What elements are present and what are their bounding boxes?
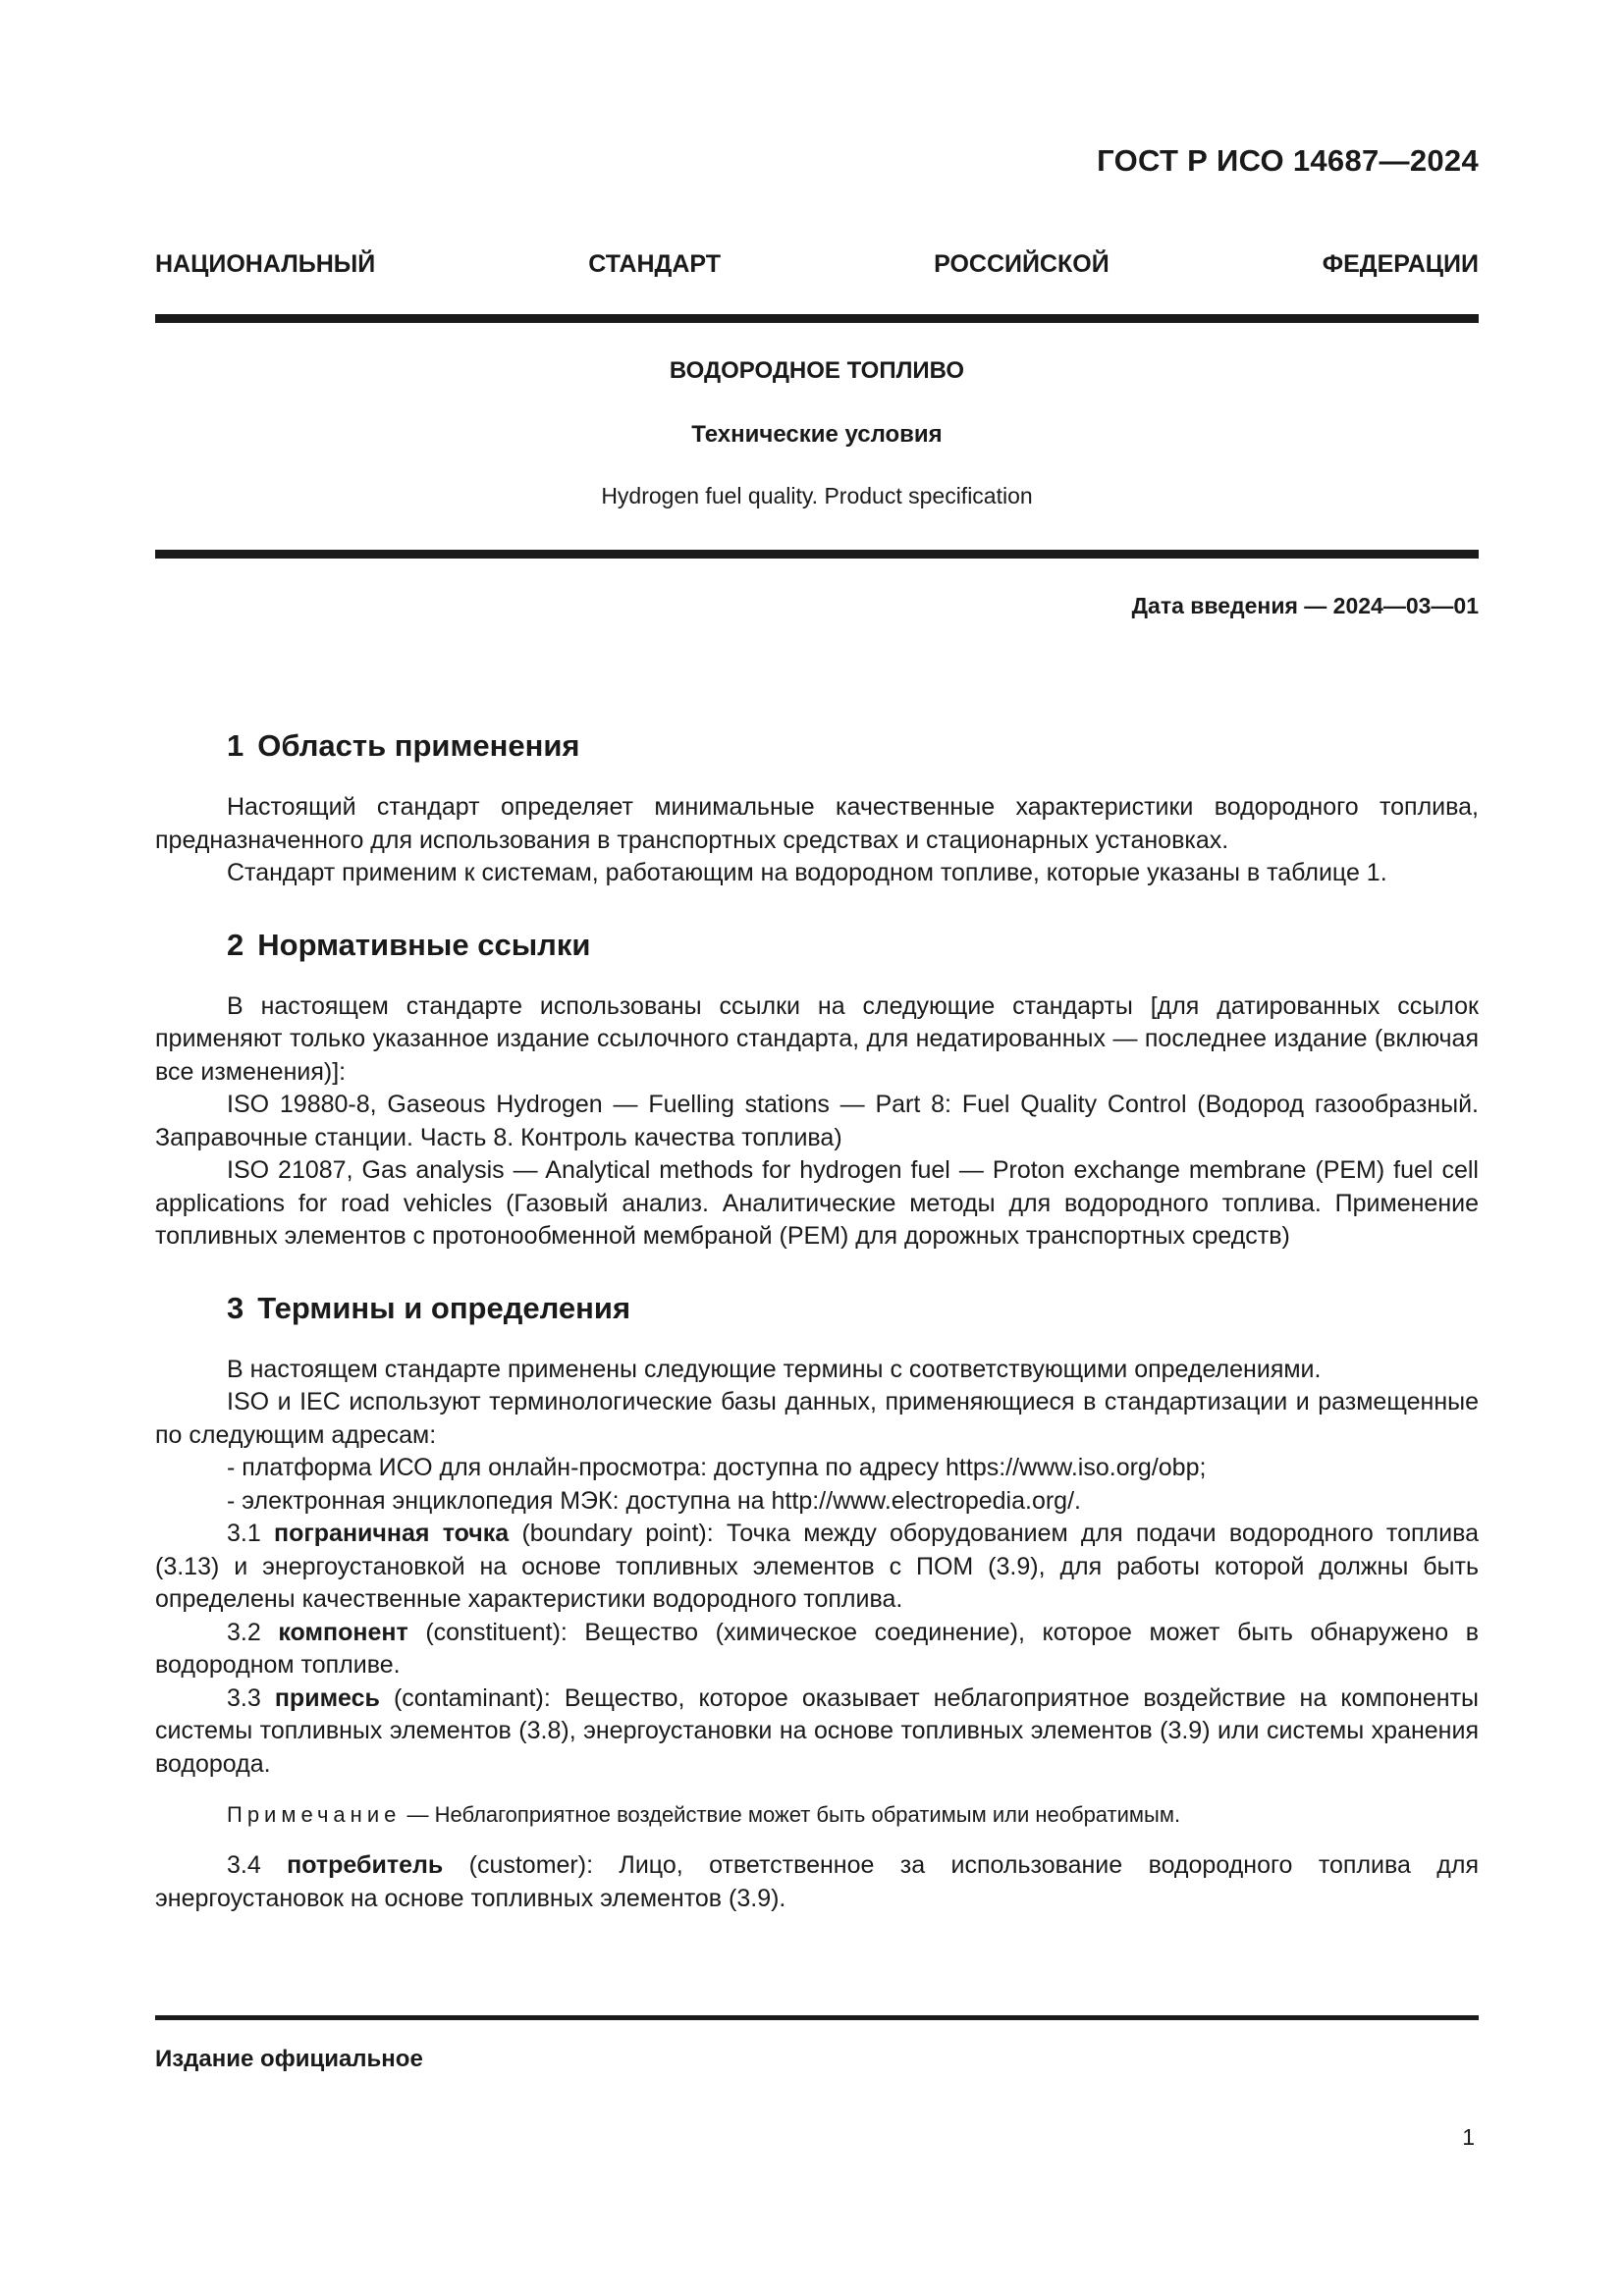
term-definition <box>155 1849 1479 1915</box>
paragraph: В настоящем стандарте использованы ссылки на следующие стандарты [для датированных ссылок применяют только указанное издание ссылочного стандарта, для недатированных — последнее издание (включая все изменения)]: <box>155 991 1479 1086</box>
section-title: Термины и определения <box>257 1290 631 1325</box>
term-text: (constituent): Вещество (химическое соединение), которое может быть обнаружено в водородном топливе. <box>155 1618 1480 1679</box>
title-rule <box>155 550 1479 559</box>
document-title: ВОДОРОДНОЕ ТОПЛИВО <box>669 357 965 384</box>
official-edition-label: Издание официальное <box>155 2046 423 2072</box>
top-rule <box>155 314 1479 323</box>
term-number: 3.4 <box>227 1851 261 1879</box>
term-definition <box>155 1682 1479 1782</box>
national-word: СТАНДАРТ <box>588 250 722 278</box>
national-word: НАЦИОНАЛЬНЫЙ <box>155 250 376 278</box>
paragraph: ISO и IEC используют терминологические базы данных, применяющиеся в стандартизации и размещенные по следующим адресам: <box>155 1388 1479 1449</box>
paragraph: В настоящем стандарте применены следующие термины с соответствующими определениями. <box>227 1355 1322 1383</box>
reference-item: ISO 19880-8, Gaseous Hydrogen — Fuelling stations — Part 8: Fuel Quality Control (Водород газообразный. Заправочные станции. Часть 8. Контроль качества топлива) <box>155 1091 1479 1151</box>
section-terms-definitions <box>155 1289 1479 1916</box>
paragraph: Стандарт применим к системам, работающим на водородном топливе, которые указаны в таблице 1. <box>227 859 1387 886</box>
national-word: ФЕДЕРАЦИИ <box>1322 250 1479 278</box>
document-english-title: Hydrogen fuel quality. Product specification <box>601 483 1033 508</box>
section-title: Нормативные ссылки <box>257 927 591 962</box>
term-number: 3.1 <box>227 1520 261 1547</box>
footer-rule <box>155 2015 1479 2020</box>
gost-number: ГОСТ Р ИСО 14687—2024 <box>1097 143 1479 178</box>
page-number: 1 <box>1462 2124 1475 2150</box>
section-normative-references <box>155 926 1479 1254</box>
document-subtitle: Технические условия <box>691 421 943 448</box>
term-text: (boundary point): Точка между оборудованием для подачи водородного топлива (3.13) и энергоустановкой на основе топливных элементов с ПОМ (3.9), для работы которой должны быть определены качественные характеристики водородного топлива. <box>155 1520 1479 1613</box>
section-scope <box>155 726 1479 890</box>
section-number: 3 <box>227 1290 244 1325</box>
section-number: 1 <box>227 728 244 763</box>
note <box>227 1800 1479 1830</box>
reference-item: ISO 21087, Gas analysis — Analytical methods for hydrogen fuel — Proton exchange membrane (PEM) fuel cell applications for road vehicles (Газовый анализ. Аналитические методы для водородного топлива. Применение топливных элементов с протонообменной мембраной (PEM) для дорожных транспортных средств) <box>155 1156 1479 1250</box>
section-number: 2 <box>227 927 244 962</box>
term-name: пограничная точка <box>273 1520 510 1547</box>
term-name: потребитель <box>287 1851 444 1879</box>
term-name: примесь <box>274 1683 380 1712</box>
term-definition <box>155 1518 1479 1617</box>
national-standard-line <box>155 250 1479 279</box>
document-page <box>155 0 1479 2296</box>
section-title: Область применения <box>257 728 580 763</box>
national-word: РОССИЙСКОЙ <box>934 250 1110 278</box>
term-number: 3.2 <box>227 1618 261 1646</box>
paragraph: Настоящий стандарт определяет минимальные качественные характеристики водородного топлива, предназначенного для использования в транспортных средствах и стационарных установках. <box>155 793 1479 854</box>
term-name: компонент <box>278 1618 408 1646</box>
section-heading <box>227 926 1479 965</box>
term-number: 3.3 <box>227 1683 261 1712</box>
section-heading <box>227 1289 1479 1328</box>
list-item: - платформа ИСО для онлайн-просмотра: доступна по адресу https://www.iso.org/obp; <box>227 1454 1207 1481</box>
note-label: Примечание <box>227 1802 402 1827</box>
note-text: — Неблагоприятное воздействие может быть обратимым или необратимым. <box>406 1802 1181 1827</box>
term-definition <box>155 1617 1479 1682</box>
introduction-date: Дата введения — 2024—03—01 <box>1131 593 1479 618</box>
term-text: (contaminant): Вещество, которое оказывает неблагоприятное воздействие на компоненты системы топливных элементов (3.8), энергоустановки на основе топливных элементов (3.9) или системы хранения водорода. <box>155 1683 1479 1778</box>
document-body <box>155 726 1479 1950</box>
term-text: (customer): Лицо, ответственное за использование водородного топлива для энергоустановок на основе топливных элементов (3.9). <box>155 1851 1480 1912</box>
section-heading <box>227 726 1479 766</box>
list-item: - электронная энциклопедия МЭК: доступна на http://www.electropedia.org/. <box>227 1486 1081 1515</box>
